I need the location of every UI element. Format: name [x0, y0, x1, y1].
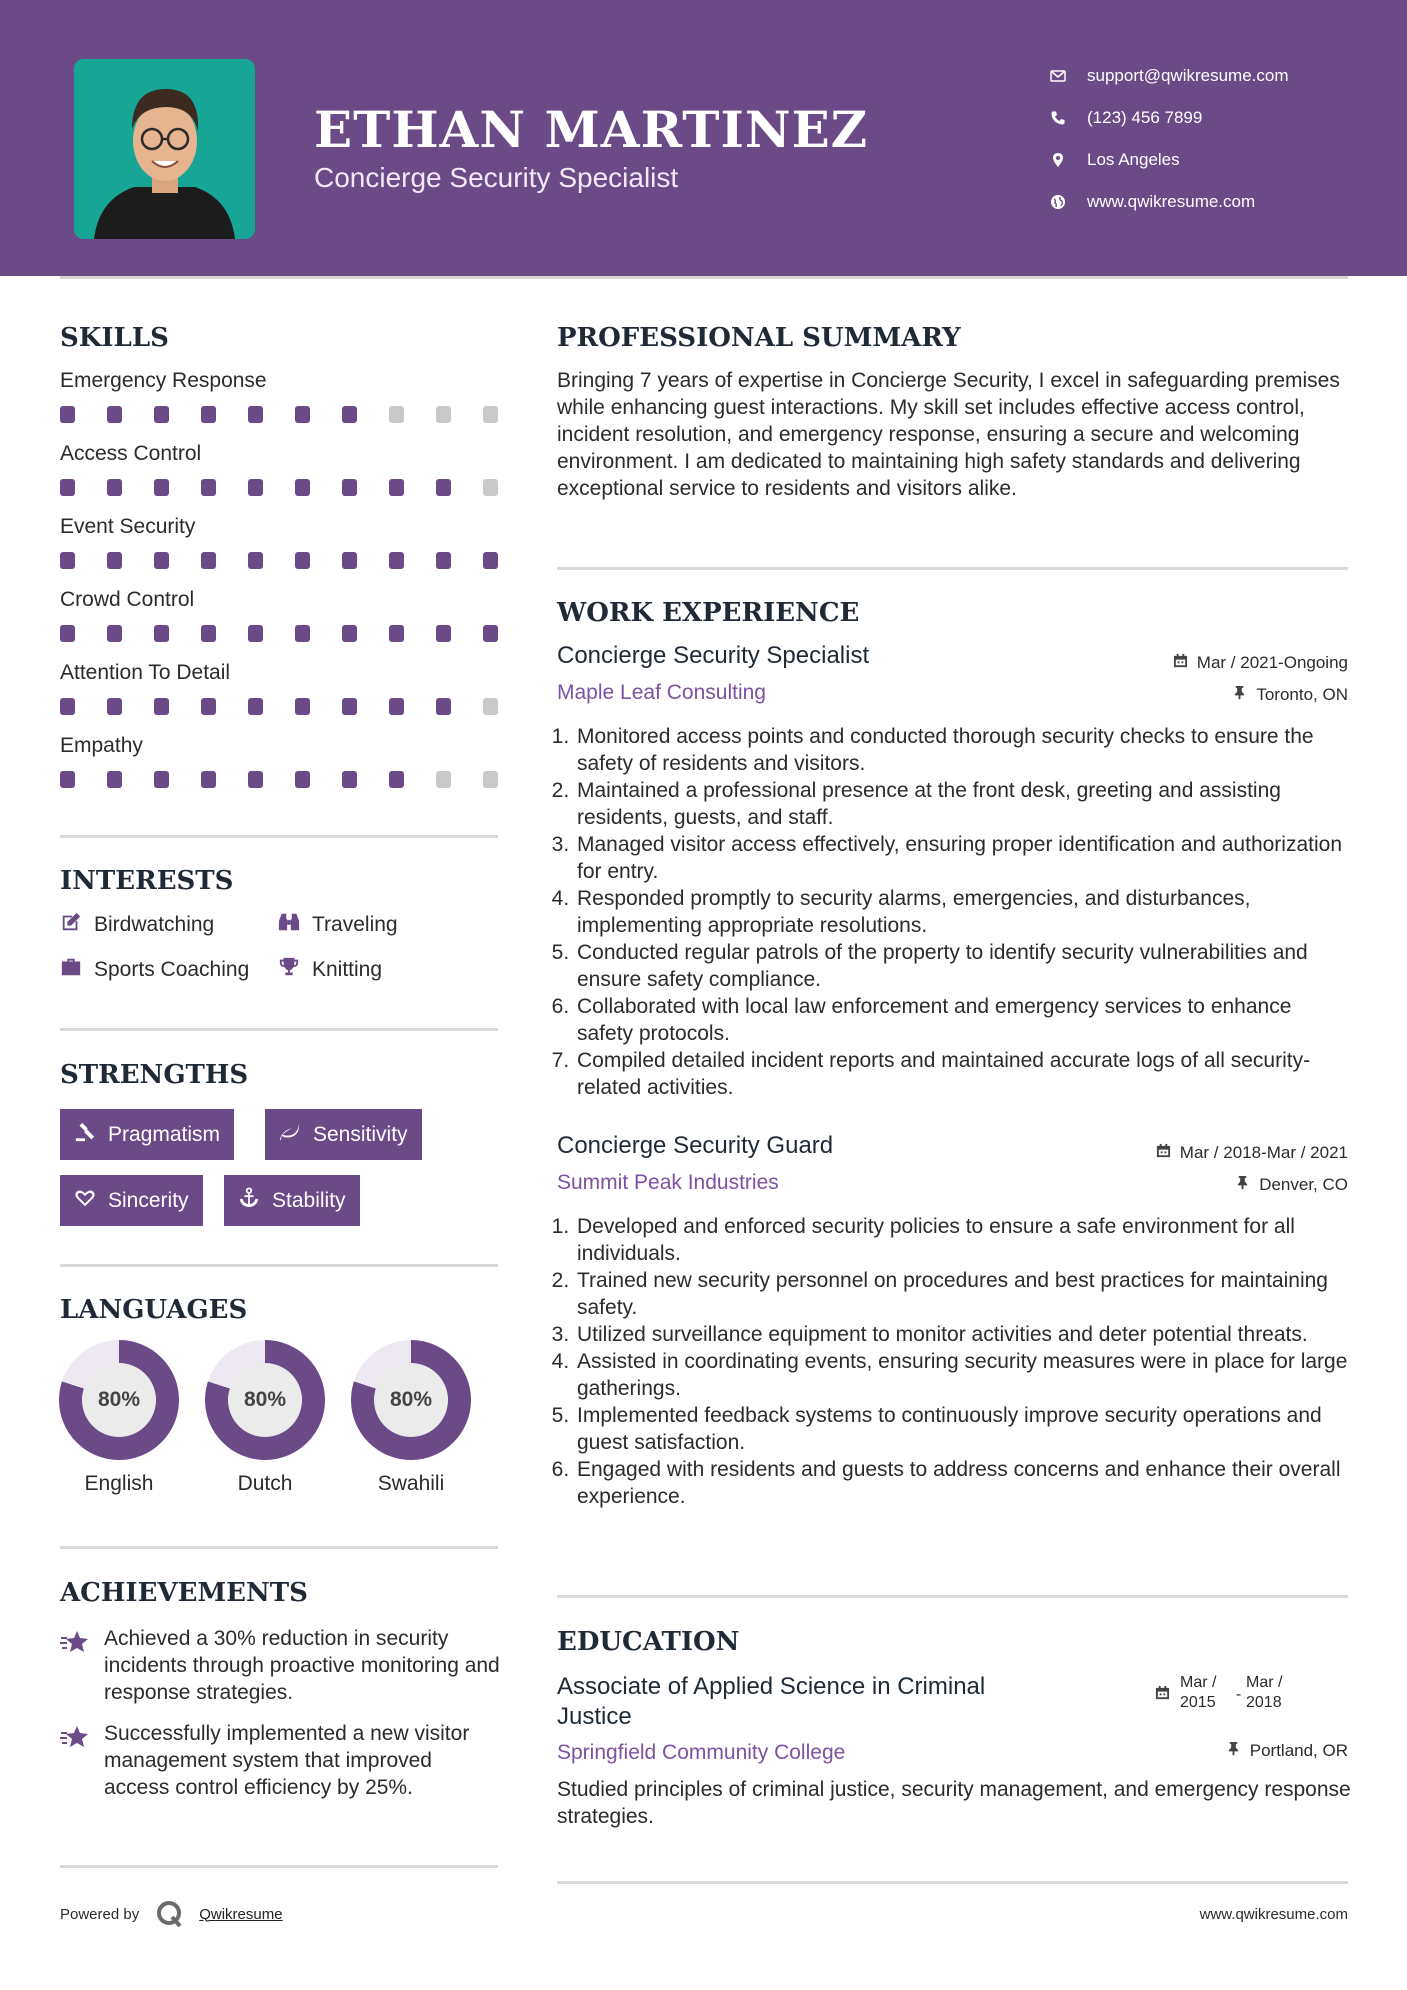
- language-name: English: [84, 1472, 154, 1495]
- trophy-icon: [278, 956, 312, 984]
- strengths-divider: [60, 1264, 498, 1267]
- contact-list: [1050, 55, 1289, 223]
- skill-dot: [154, 771, 169, 788]
- skill-rating: [60, 552, 498, 569]
- achievement-text: Achieved a 30% reduction in security incidents through proactive monitoring and response strategies.: [104, 1627, 500, 1704]
- footer-website[interactable]: www.qwikresume.com: [1199, 1906, 1348, 1923]
- skill-dot: [154, 406, 169, 423]
- skill-name: Crowd Control: [60, 588, 195, 611]
- skill-name: Access Control: [60, 442, 202, 465]
- resume-header: [0, 0, 1407, 276]
- responsibility-item: 3. Managed visitor access effectively, ensuring proper identification and authorization for entry.: [575, 831, 1352, 885]
- skill-dot: [295, 698, 310, 715]
- job-responsibilities: [552, 723, 1352, 1101]
- job-dates: [1173, 653, 1348, 673]
- responsibility-item: 6. Collaborated with local law enforcement and emergency services to enhance safety protocols.: [575, 993, 1352, 1047]
- interest-item: [278, 911, 398, 939]
- skill-dot: [389, 698, 404, 715]
- skill-dot: [436, 625, 451, 642]
- skill-dot: [201, 625, 216, 642]
- strength-label: Pragmatism: [108, 1122, 221, 1146]
- language-donut: [59, 1340, 179, 1460]
- skill-dot: [60, 479, 75, 496]
- qwikresume-link[interactable]: Qwikresume: [199, 1905, 283, 1923]
- skill-dot: [154, 552, 169, 569]
- skill-dot: [483, 698, 498, 715]
- responsibility-item: 1. Monitored access points and conducted thorough security checks to ensure the safety of residents and visitors.: [575, 723, 1352, 777]
- job-title: Concierge Security Specialist: [557, 642, 870, 669]
- candidate-name: ETHAN MARTINEZ: [314, 100, 869, 159]
- skill-dot: [60, 771, 75, 788]
- language-name: Dutch: [237, 1472, 293, 1495]
- education-end-year: 2018: [1246, 1694, 1282, 1711]
- skill-dot: [154, 479, 169, 496]
- language-item: [59, 1340, 179, 1496]
- interest-label: Sports Coaching: [94, 958, 250, 981]
- education-dates: [1155, 1673, 1296, 1713]
- responsibility-item: 3. Utilized surveillance equipment to monitor activities and deter potential threats.: [575, 1321, 1352, 1348]
- skill-dot: [201, 552, 216, 569]
- skill-rating: [60, 406, 498, 423]
- skill-name: Emergency Response: [60, 369, 267, 392]
- strength-label: Sensitivity: [313, 1122, 408, 1146]
- skill-rating: [60, 698, 498, 715]
- language-item: [205, 1340, 325, 1496]
- skill-dot: [436, 479, 451, 496]
- contact-phone[interactable]: [1050, 97, 1289, 139]
- map-pin-icon: [1050, 152, 1087, 168]
- language-percent: 80%: [228, 1363, 302, 1437]
- contact-website-text: www.qwikresume.com: [1087, 192, 1256, 211]
- contact-website[interactable]: [1050, 181, 1289, 223]
- skill-dot: [389, 479, 404, 496]
- job-dates-text: Mar / 2021-Ongoing: [1196, 653, 1348, 672]
- skill-dot: [295, 625, 310, 642]
- skill-dot: [483, 771, 498, 788]
- strength-tag: [60, 1109, 234, 1160]
- responsibility-item: 5. Conducted regular patrols of the property to identify security vulnerabilities and ensure safety compliance.: [575, 939, 1352, 993]
- languages-heading: LANGUAGES: [60, 1295, 248, 1325]
- skills-heading: SKILLS: [60, 323, 169, 353]
- skill-dot: [342, 552, 357, 569]
- skill-dot: [436, 406, 451, 423]
- responsibility-item: 5. Implemented feedback systems to continuously improve security operations and guest satisfaction.: [575, 1402, 1352, 1456]
- skill-dot: [342, 698, 357, 715]
- education-date-dash: -: [1236, 1686, 1242, 1703]
- education-start-year: 2015: [1180, 1694, 1216, 1711]
- responsibility-item: 2. Trained new security personnel on procedures and best practices for maintaining safety.: [575, 1267, 1352, 1321]
- language-name: Swahili: [377, 1472, 445, 1495]
- skill-dot: [201, 406, 216, 423]
- skill-dot: [389, 552, 404, 569]
- skill-dot: [60, 698, 75, 715]
- footer-powered-by: [60, 1899, 283, 1929]
- skill-dot: [342, 406, 357, 423]
- responsibility-item: 7. Compiled detailed incident reports and maintained accurate logs of all security-related activities.: [575, 1047, 1352, 1101]
- language-percent: 80%: [82, 1363, 156, 1437]
- skill-dot: [248, 625, 263, 642]
- phone-icon: [1050, 110, 1087, 126]
- skill-rating: [60, 479, 498, 496]
- school-name: Springfield Community College: [557, 1741, 846, 1764]
- skill-rating: [60, 625, 498, 642]
- strength-label: Sincerity: [108, 1188, 189, 1212]
- language-percent: 80%: [374, 1363, 448, 1437]
- anchor-icon: [238, 1187, 272, 1215]
- skill-dot: [248, 771, 263, 788]
- interest-label: Birdwatching: [94, 913, 215, 936]
- responsibility-item: 4. Responded promptly to security alarms, emergencies, and disturbances, implementing appropriate resolutions.: [575, 885, 1352, 939]
- gavel-icon: [74, 1121, 108, 1149]
- strength-label: Stability: [272, 1188, 346, 1212]
- skill-dot: [60, 552, 75, 569]
- skill-dot: [389, 625, 404, 642]
- strength-tag: [265, 1109, 422, 1160]
- job-dates: [1156, 1143, 1348, 1163]
- language-donut: [351, 1340, 471, 1460]
- responsibility-item: 1. Developed and enforced security policies to ensure a safe environment for all individuals.: [575, 1213, 1352, 1267]
- skill-dot: [295, 479, 310, 496]
- skill-dot: [201, 771, 216, 788]
- degree-title: [557, 1672, 985, 1732]
- skill-dot: [107, 625, 122, 642]
- skill-dot: [389, 771, 404, 788]
- summary-divider: [557, 567, 1348, 570]
- interest-item: [278, 956, 382, 984]
- skill-dot: [483, 479, 498, 496]
- skill-dot: [107, 479, 122, 496]
- achievements-divider: [60, 1865, 498, 1868]
- qwikresume-logo-icon: [155, 1899, 185, 1929]
- skill-dot: [483, 406, 498, 423]
- skill-dot: [60, 406, 75, 423]
- powered-by-label: Powered by: [60, 1905, 140, 1923]
- skill-dot: [154, 698, 169, 715]
- skill-dot: [295, 406, 310, 423]
- company-name: Summit Peak Industries: [557, 1171, 779, 1194]
- pushpin-icon: [1235, 1175, 1259, 1195]
- summary-text: Bringing 7 years of expertise in Concierge Security, I excel in safeguarding premises while enhancing guest interactions. My skill set includes effective access control, incident resolution, and emergency response, ensuring a secure and welcoming environment. I am dedicated to maintaining high safety standards and delivering exceptional service to residents and visitors alike.: [557, 369, 1340, 500]
- skill-dot: [107, 406, 122, 423]
- skill-dot: [248, 698, 263, 715]
- skill-dot: [248, 406, 263, 423]
- strength-tag: [60, 1175, 203, 1226]
- skill-dot: [483, 552, 498, 569]
- skill-name: Attention To Detail: [60, 661, 231, 684]
- work-heading: WORK EXPERIENCE: [557, 598, 860, 628]
- star-badge-icon: [60, 1625, 104, 1706]
- job-location-text: Toronto, ON: [1256, 685, 1348, 704]
- contact-phone-text: (123) 456 7899: [1087, 108, 1203, 127]
- skills-divider: [60, 835, 498, 838]
- skill-dot: [107, 698, 122, 715]
- achievement-item: [60, 1625, 500, 1706]
- education-end-month: Mar /: [1246, 1674, 1283, 1691]
- skill-dot: [342, 625, 357, 642]
- interests-heading: INTERESTS: [60, 866, 234, 896]
- heart-icon: [74, 1187, 108, 1215]
- skill-dot: [201, 698, 216, 715]
- skill-dot: [342, 771, 357, 788]
- job-location-text: Denver, CO: [1259, 1175, 1348, 1194]
- contact-email-text: support@qwikresume.com: [1087, 66, 1289, 85]
- education-location-text: Portland, OR: [1249, 1741, 1348, 1760]
- achievements-heading: ACHIEVEMENTS: [60, 1578, 308, 1608]
- skill-dot: [154, 625, 169, 642]
- pushpin-icon: [1226, 1741, 1250, 1761]
- skill-dot: [436, 771, 451, 788]
- skill-dot: [436, 552, 451, 569]
- skill-dot: [107, 552, 122, 569]
- contact-email[interactable]: [1050, 55, 1289, 97]
- contact-location-text: Los Angeles: [1087, 150, 1180, 169]
- summary-heading: PROFESSIONAL SUMMARY: [557, 323, 961, 353]
- pencil-square-icon: [60, 911, 94, 939]
- education-start: [1180, 1673, 1236, 1713]
- binoculars-icon: [278, 911, 312, 939]
- responsibility-item: 4. Assisted in coordinating events, ensuring security measures were in place for large gatherings.: [575, 1348, 1352, 1402]
- skill-dot: [201, 479, 216, 496]
- job-title: Concierge Security Guard: [557, 1132, 834, 1159]
- interest-label: Traveling: [312, 913, 398, 936]
- skill-dot: [436, 698, 451, 715]
- interest-item: [60, 911, 214, 939]
- job-dates-text: Mar / 2018-Mar / 2021: [1179, 1143, 1348, 1162]
- achievement-item: [60, 1720, 500, 1801]
- strengths-heading: STRENGTHS: [60, 1060, 249, 1090]
- skill-dot: [60, 625, 75, 642]
- calendar-icon: [1173, 653, 1197, 673]
- language-donut: [205, 1340, 325, 1460]
- education-end: [1246, 1673, 1296, 1713]
- briefcase-icon: [60, 956, 94, 984]
- education-location: [1226, 1741, 1348, 1761]
- degree-line: Associate of Applied Science in Criminal: [557, 1673, 986, 1700]
- globe-icon: [1050, 194, 1087, 210]
- star-badge-icon: [60, 1720, 104, 1801]
- interests-divider: [60, 1028, 498, 1031]
- skill-dot: [295, 771, 310, 788]
- skill-dot: [107, 771, 122, 788]
- responsibility-item: 2. Maintained a professional presence at the front desk, greeting and assisting residents, guests, and staff.: [575, 777, 1352, 831]
- education-heading: EDUCATION: [557, 1627, 740, 1657]
- skill-dot: [342, 479, 357, 496]
- candidate-title: Concierge Security Specialist: [314, 162, 679, 193]
- skill-name: Event Security: [60, 515, 196, 538]
- envelope-icon: [1050, 68, 1087, 84]
- skill-name: Empathy: [60, 734, 143, 757]
- header-divider: [60, 276, 1348, 279]
- interest-item: [60, 956, 249, 984]
- contact-location: [1050, 139, 1289, 181]
- skill-dot: [248, 479, 263, 496]
- job-responsibilities: [552, 1213, 1352, 1510]
- skill-dot: [248, 552, 263, 569]
- language-item: [351, 1340, 471, 1496]
- skill-dot: [483, 625, 498, 642]
- skill-dot: [295, 552, 310, 569]
- pushpin-icon: [1232, 685, 1256, 705]
- job-location: [1232, 685, 1348, 705]
- leaf-icon: [279, 1121, 313, 1149]
- languages-divider: [60, 1546, 498, 1549]
- calendar-icon: [1155, 1685, 1170, 1713]
- achievement-text: Successfully implemented a new visitor management system that improved access control efficiency by 25%.: [104, 1722, 470, 1799]
- degree-line: Justice: [557, 1703, 632, 1730]
- skill-dot: [389, 406, 404, 423]
- education-divider: [557, 1881, 1348, 1884]
- calendar-icon: [1156, 1143, 1180, 1163]
- education-description: Studied principles of criminal justice, security management, and emergency response strategies.: [557, 1778, 1351, 1828]
- strength-tag: [224, 1175, 360, 1226]
- education-start-month: Mar /: [1180, 1674, 1217, 1691]
- job-location: [1235, 1175, 1348, 1195]
- interest-label: Knitting: [312, 958, 383, 981]
- work-divider: [557, 1595, 1348, 1598]
- skill-rating: [60, 771, 498, 788]
- profile-photo: [74, 59, 255, 239]
- company-name: Maple Leaf Consulting: [557, 681, 766, 704]
- responsibility-item: 6. Engaged with residents and guests to address concerns and enhance their overall experience.: [575, 1456, 1352, 1510]
